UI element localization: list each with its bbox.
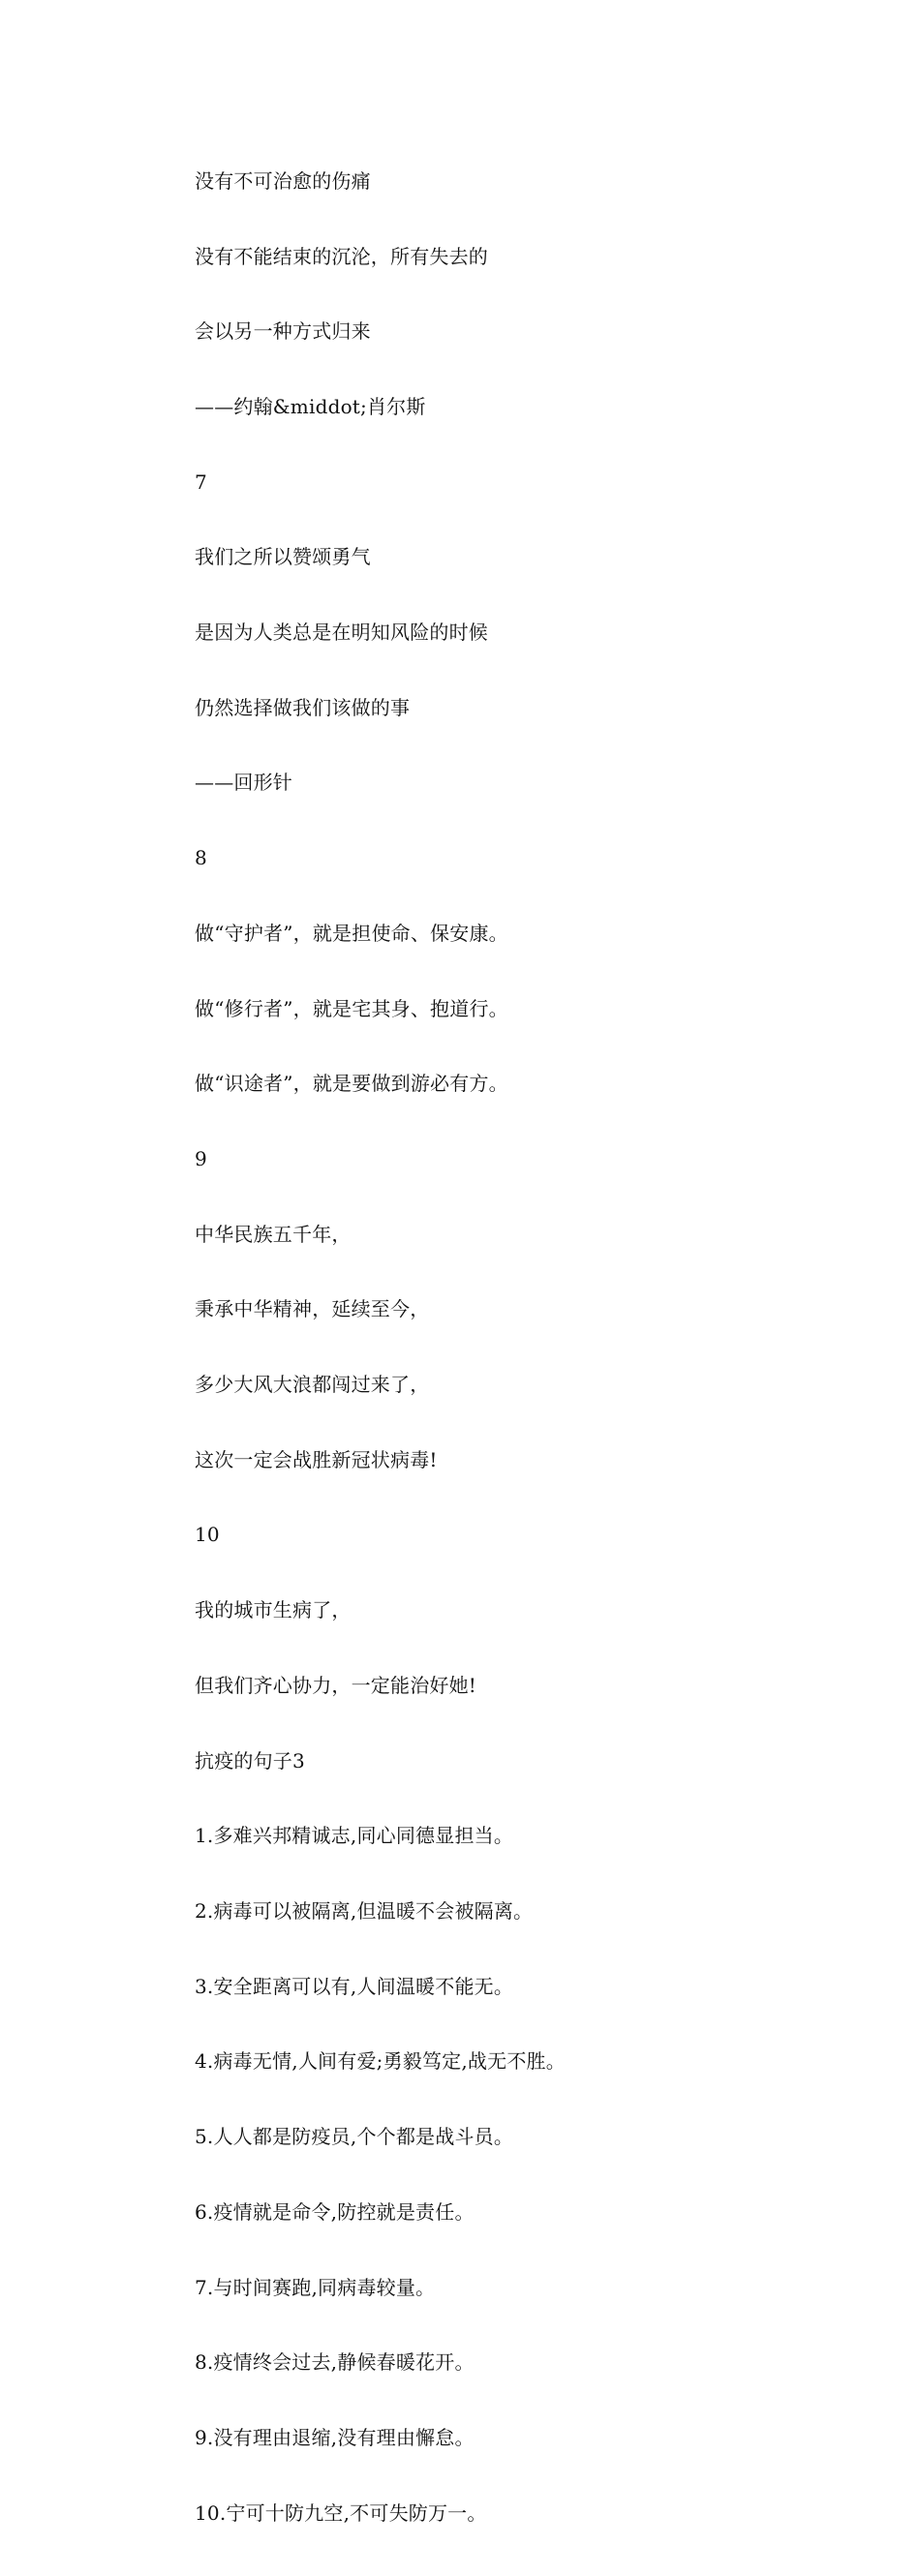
text-line: 但我们齐心协力，一定能治好她! (195, 1673, 477, 1697)
text-line: 做“修行者”，就是宅其身、抱道行。 (195, 996, 508, 1020)
document-text-block (195, 119, 873, 2576)
list-item: 4.病毒无情,人间有爱;勇毅笃定,战无不胜。 (195, 2049, 566, 2074)
section-number: 8 (195, 846, 207, 870)
text-line: 我的城市生病了， (195, 1598, 352, 1622)
list-item: 8.疫情终会过去,静候春暖花开。 (195, 2350, 475, 2375)
text-line: 没有不可治愈的伤痛 (195, 168, 371, 193)
section-number: 9 (195, 1146, 207, 1170)
list-item: 9.没有理由退缩,没有理由懈怠。 (195, 2425, 475, 2449)
text-line: 做“识途者”，就是要做到游必有方。 (195, 1072, 508, 1096)
list-item: 5.人人都是防疫员,个个都是战斗员。 (195, 2125, 514, 2149)
section-number: 10 (195, 1523, 220, 1547)
section-heading: 抗疫的句子3 (195, 1748, 305, 1773)
text-line: 我们之所以赞颂勇气 (195, 545, 371, 569)
list-item: 2.病毒可以被隔离,但温暖不会被隔离。 (195, 1898, 534, 1923)
text-line: ——回形针 (195, 771, 292, 795)
text-line: 秉承中华精神，延续至今， (195, 1297, 430, 1321)
text-line: 仍然选择做我们该做的事 (195, 695, 411, 719)
text-line: ——约翰&middot;肖尔斯 (195, 394, 426, 418)
list-item: 3.安全距离可以有,人间温暖不能无。 (195, 1974, 514, 1998)
text-line: 会以另一种方式归来 (195, 319, 371, 344)
section-number: 7 (195, 470, 207, 494)
text-line: 中华民族五千年， (195, 1222, 352, 1246)
list-item: 10.宁可十防九空,不可失防万一。 (195, 2500, 487, 2525)
list-item: 7.与时间赛跑,同病毒较量。 (195, 2275, 436, 2299)
text-line: 做“守护者”，就是担使命、保安康。 (195, 921, 508, 945)
text-line: 这次一定会战胜新冠状病毒! (195, 1447, 438, 1471)
text-line: 没有不能结束的沉沦，所有失去的 (195, 244, 488, 268)
list-item: 1.多难兴邦精诚志,同心同德显担当。 (195, 1824, 514, 1848)
list-item: 6.疫情就是命令,防控就是责任。 (195, 2199, 475, 2224)
text-line: 多少大风大浪都闯过来了， (195, 1373, 430, 1397)
text-line: 是因为人类总是在明知风险的时候 (195, 621, 488, 645)
